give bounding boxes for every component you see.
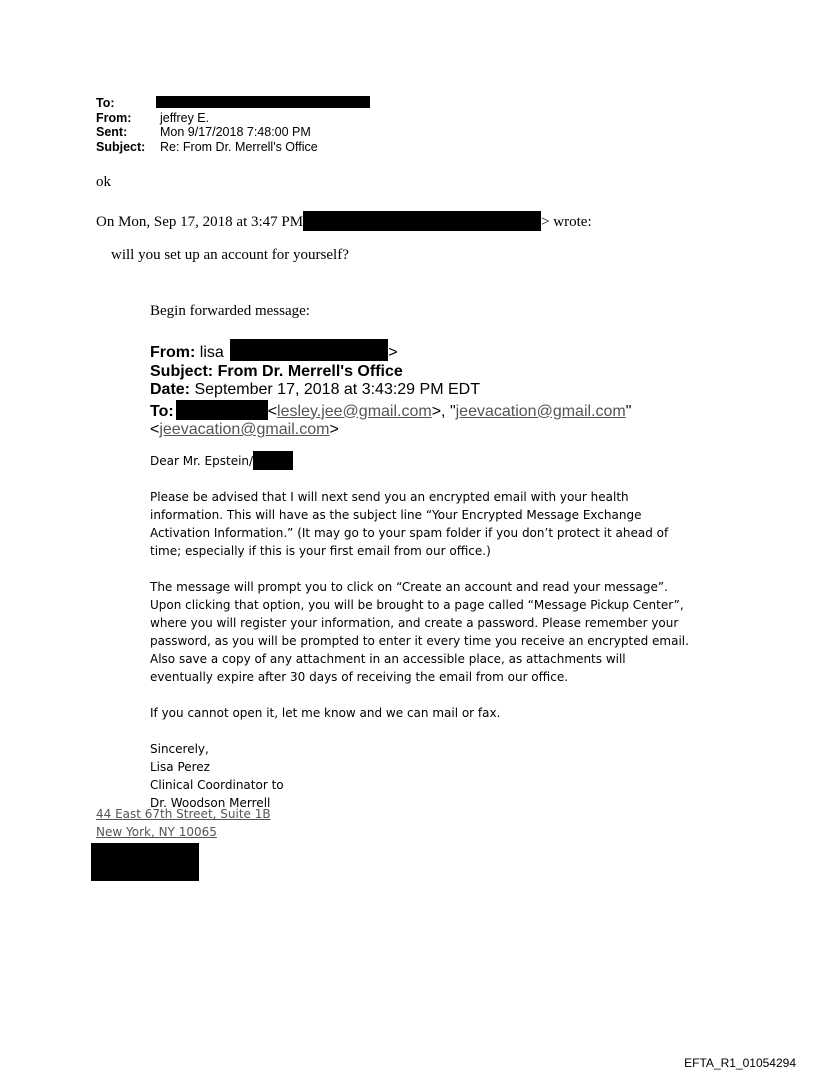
fwd-subject-label: Subject:: [150, 362, 214, 380]
fwd-from-label: From:: [150, 344, 196, 361]
reply-text: ok: [96, 174, 111, 190]
fwd-to-quote: ": [625, 402, 632, 420]
redaction-box: [176, 400, 268, 420]
quote-intro-suffix: > wrote:: [541, 214, 592, 230]
fwd-from-line: [150, 339, 631, 363]
from-value: jeffrey E.: [160, 110, 210, 125]
fwd-subject-value: From Dr. Merrell's Office: [217, 362, 403, 380]
quote-intro: [96, 211, 592, 231]
fwd-to-label: To:: [150, 402, 174, 420]
fwd-from-value: lisa: [199, 344, 224, 361]
greeting: [150, 451, 690, 470]
email-link-jeevacation[interactable]: jeevacation@gmail.com: [455, 402, 626, 420]
redaction-box: [156, 96, 370, 108]
from-row: [96, 111, 370, 126]
signature-line-1: Sincerely,: [150, 742, 209, 756]
to-label: To:: [96, 96, 115, 110]
address-link-street[interactable]: 44 East 67th Street, Suite 1B: [96, 807, 271, 821]
redaction-box: [230, 339, 388, 361]
redaction-box: [253, 451, 293, 470]
signature-line-2: Lisa Perez: [150, 760, 210, 774]
sent-value: Mon 9/17/2018 7:48:00 PM: [160, 125, 311, 139]
fwd-date-value: September 17, 2018 at 3:43:29 PM EDT: [194, 381, 480, 398]
forwarded-header: [150, 339, 631, 440]
fwd-to-line-2: [150, 421, 631, 440]
fwd-date-line: [150, 381, 631, 400]
from-label: From:: [96, 110, 132, 125]
subject-value: Re: From Dr. Merrell's Office: [160, 139, 318, 154]
paragraph-2: The message will prompt you to click on “Create an account and read your message”. Upon clicking that option, you will be brought to a page called “Message Pickup Center”, where you will register your information, and create a password. Please remember your password, as you will be prompted to enter it every time you receive an encrypted email. Also save a copy of any attachment in an accessible place, as attachments will eventually expire after 30 days of receiving the email from our office.: [150, 580, 689, 684]
fwd-subject-line: [150, 363, 631, 382]
redaction-box: [91, 843, 199, 881]
quote-intro-prefix: On Mon, Sep 17, 2018 at 3:47 PM: [96, 214, 304, 230]
question-text: will you set up an account for yourself?: [111, 247, 349, 263]
fwd-to-lt2: <: [150, 421, 160, 438]
fwd-to-end: >: [329, 421, 339, 438]
email-link-jeevacation-2[interactable]: jeevacation@gmail.com: [159, 421, 330, 438]
paragraph-3: If you cannot open it, let me know and we can mail or fax.: [150, 706, 501, 720]
paragraph-1: Please be advised that I will next send you an encrypted email with your health information. This will have as the subject line “Your Encrypted Message Exchange Activation Information.” (It may go to your spam folder if you don’t protect it ahead of time; especially if this is your first email from our office.): [150, 490, 669, 558]
fwd-from-end: >: [388, 344, 398, 361]
greeting-text: Dear Mr. Epstein/: [150, 454, 254, 468]
address-link-city[interactable]: New York, NY 10065: [96, 825, 217, 839]
document-id: EFTA_R1_01054294: [684, 1056, 796, 1070]
email-link-lesley[interactable]: lesley.jee@gmail.com: [277, 402, 432, 420]
subject-row: [96, 140, 370, 155]
message-body: [150, 451, 690, 812]
fwd-to-line: [150, 400, 631, 422]
fwd-to-mid: >, ": [431, 402, 456, 420]
fwd-date-label: Date:: [150, 381, 191, 398]
to-row: [96, 96, 370, 111]
sent-row: [96, 125, 370, 140]
signature-line-4: Dr. Woodson Merrell: [150, 796, 271, 810]
forward-intro: Begin forwarded message:: [150, 303, 310, 319]
signature-line-3: Clinical Coordinator to: [150, 778, 284, 792]
subject-label: Subject:: [96, 139, 146, 154]
redaction-box: [303, 211, 541, 231]
fwd-to-lt: <: [267, 402, 278, 420]
email-header: [96, 96, 370, 154]
sent-label: Sent:: [96, 125, 128, 139]
